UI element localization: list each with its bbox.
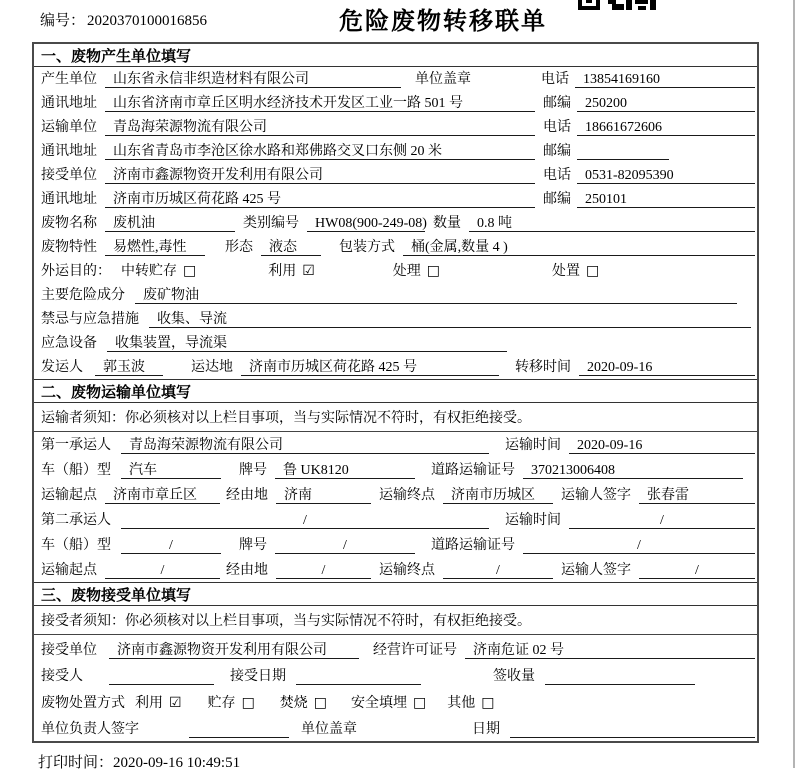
checkbox-item [135, 695, 182, 712]
form-row [34, 235, 757, 259]
field-value: / [105, 562, 220, 579]
section-producer [34, 44, 757, 379]
blank-field [577, 143, 669, 160]
transfer-form-table [32, 42, 759, 743]
checkbox-item [447, 695, 494, 712]
field-value: 青岛海荣源物流有限公司 [121, 437, 489, 454]
field-value: 郭玉波 [95, 359, 163, 376]
field-label: 包装方式 [339, 240, 395, 255]
checkbox-item [280, 695, 327, 712]
field-label: 单位负责人签字 [41, 722, 139, 737]
field-value: 易燃性,毒性 [105, 239, 205, 256]
field-value: / [121, 537, 221, 554]
field-label: 外运目的： [41, 264, 111, 279]
form-row [34, 557, 757, 582]
field-label: 牌号 [239, 538, 267, 553]
form-row [34, 211, 757, 235]
checkbox-label: 中转贮存 [121, 264, 177, 279]
field-value: 液态 [261, 239, 321, 256]
field-label: 牌号 [239, 463, 267, 478]
field-value: 济南市鑫源物资开发利用有限公司 [105, 167, 535, 184]
field-value: / [443, 562, 553, 579]
form-row [34, 163, 757, 187]
checkbox-label: 焚烧 [279, 695, 308, 711]
field-label: 接受单位 [41, 642, 97, 658]
form-row [34, 187, 757, 211]
section-header: 二、废物运输单位填写 [34, 380, 757, 403]
qr-code-fragment [578, 0, 656, 11]
checked-checkbox-icon: ☑ [169, 694, 182, 711]
serial-value: 2020370100016856 [87, 13, 208, 29]
field-value: 济南市历城区荷花路 425 号 [105, 191, 535, 208]
field-value: 0531-82095390 [577, 167, 755, 184]
page-title: 危险废物转移联单 [339, 8, 547, 35]
field-value: 废矿物油 [135, 287, 737, 304]
field-label: 电话 [543, 120, 571, 135]
field-label: 邮编 [543, 144, 571, 159]
field-label: 通讯地址 [41, 192, 97, 207]
field-label: 通讯地址 [41, 144, 97, 159]
field-value: 济南市章丘区 [105, 487, 220, 504]
field-value: / [523, 537, 755, 554]
form-row [34, 507, 757, 532]
blank-field [296, 668, 421, 685]
checkbox-label: 利用 [268, 264, 297, 279]
field-label: 车（船）型 [41, 463, 111, 478]
field-value: 济南市鑫源物资开发利用有限公司 [109, 642, 359, 659]
field-value: 收集、导流 [149, 311, 751, 328]
field-label: 运输起点 [41, 563, 97, 578]
field-label: 接受单位 [41, 168, 97, 183]
field-label: 废物特性 [41, 240, 97, 255]
field-label: 禁忌与应急措施 [41, 312, 139, 327]
field-value: 收集装置，导流渠 [107, 335, 507, 352]
field-label: 第二承运人 [41, 513, 111, 528]
print-time [38, 751, 240, 772]
field-label: 道路运输证号 [431, 463, 515, 478]
field-label: 运输单位 [41, 120, 97, 135]
static-text: 单位盖章 [301, 722, 357, 737]
field-label: 经营许可证号 [373, 642, 457, 658]
field-value: 济南市历城区荷花路 425 号 [241, 359, 499, 376]
field-label: 第一承运人 [41, 438, 111, 453]
field-label: 运输时间 [505, 438, 561, 453]
field-value: 济南市历城区 [443, 487, 553, 504]
field-label: 接受人 [41, 669, 83, 684]
field-label: 经由地 [226, 488, 268, 503]
checkbox-item [552, 263, 599, 280]
field-value: 汽车 [121, 462, 221, 479]
form-row [34, 259, 757, 283]
field-label: 废物处置方式 [41, 695, 125, 711]
checked-checkbox-icon: ☑ [302, 263, 315, 279]
print-time-value: 2020-09-16 10:49:51 [113, 755, 241, 771]
field-value: 山东省济南市章丘区明水经济技术开发区工业一路 501 号 [105, 95, 535, 112]
form-row [34, 307, 757, 331]
checkbox-label: 利用 [135, 695, 163, 711]
field-label: 运达地 [191, 360, 233, 375]
field-value: 13854169160 [575, 71, 755, 88]
unchecked-checkbox-icon: □ [413, 694, 427, 711]
checkbox-item [121, 263, 196, 280]
field-value: 桶(金属,数量 4 ) [403, 239, 755, 256]
field-value: 山东省永信非织造材料有限公司 [105, 71, 401, 88]
serial-label: 编号： [40, 13, 86, 29]
field-value: / [275, 537, 415, 554]
field-label: 电话 [543, 168, 571, 183]
field-label: 应急设备 [41, 336, 97, 351]
form-row [34, 283, 757, 307]
unchecked-checkbox-icon: □ [426, 263, 441, 279]
field-label: 发运人 [41, 360, 83, 375]
field-label: 废物名称 [41, 216, 97, 231]
field-value: 250200 [577, 95, 755, 112]
field-value: / [121, 512, 489, 529]
checkbox-item [268, 263, 315, 280]
unchecked-checkbox-icon: □ [241, 694, 255, 711]
form-rows [34, 67, 757, 379]
form-row [34, 715, 757, 742]
form-row [34, 482, 757, 507]
field-value: 鲁 UK8120 [275, 462, 415, 479]
serial-number [40, 9, 207, 30]
field-label: 运输人签字 [561, 563, 631, 578]
field-label: 签收量 [493, 669, 535, 684]
field-label: 产生单位 [41, 72, 97, 87]
form-header [0, 0, 796, 42]
form-row [34, 635, 757, 662]
field-label: 车（船）型 [41, 538, 111, 553]
field-label: 道路运输证号 [431, 538, 515, 553]
form-row [34, 432, 757, 457]
field-value: HW08(900-249-08) [307, 215, 425, 232]
form-row [34, 688, 757, 715]
field-label: 运输起点 [41, 488, 97, 503]
field-label: 邮编 [543, 192, 571, 207]
checkbox-label: 贮存 [207, 695, 236, 711]
field-label: 主要危险成分 [41, 288, 125, 303]
notice-text: 运输者须知：你必须核对以上栏目事项，当与实际情况不符时，有权拒绝接受。 [34, 403, 757, 432]
field-label: 运输终点 [379, 488, 435, 503]
blank-field [189, 721, 289, 738]
blank-field [510, 721, 755, 738]
form-row [34, 662, 757, 689]
form-row [34, 91, 757, 115]
checkbox-label: 处理 [392, 264, 421, 279]
section-receiver [34, 582, 757, 741]
checkbox-item [393, 263, 440, 280]
field-label: 经由地 [226, 563, 268, 578]
form-rows [34, 635, 757, 741]
field-value: 370213006408 [523, 462, 743, 479]
field-value: 青岛海荣源物流有限公司 [105, 119, 535, 136]
field-label: 形态 [225, 240, 253, 255]
form-row [34, 532, 757, 557]
static-text: 单位盖章 [415, 72, 471, 87]
field-label: 邮编 [543, 96, 571, 111]
checkbox-label: 安全填埋 [351, 695, 408, 711]
unchecked-checkbox-icon: □ [481, 694, 495, 711]
checkbox-label: 其他 [447, 695, 476, 711]
field-label: 电话 [541, 72, 569, 87]
section-header: 一、废物产生单位填写 [34, 44, 757, 67]
field-label: 运输人签字 [561, 488, 631, 503]
field-label: 运输时间 [505, 513, 561, 528]
form-row [34, 457, 757, 482]
field-value: 18661672606 [577, 119, 755, 136]
checkbox-item [208, 695, 255, 712]
unchecked-checkbox-icon: □ [183, 263, 197, 279]
field-value: 2020-09-16 [579, 359, 755, 376]
form-row [34, 355, 757, 379]
form-rows [34, 432, 757, 582]
unchecked-checkbox-icon: □ [586, 263, 600, 279]
blank-field [109, 668, 214, 685]
field-value: 山东省青岛市李沧区徐水路和郑佛路交叉口东侧 20 米 [105, 143, 535, 160]
unchecked-checkbox-icon: □ [313, 694, 328, 711]
field-label: 类别编号 [243, 216, 299, 231]
blank-field [545, 668, 695, 685]
field-value: 0.8 吨 [469, 215, 755, 232]
field-value: 济南危证 02 号 [465, 642, 755, 659]
section-transporter [34, 379, 757, 582]
form-row [34, 67, 757, 91]
window-edge [793, 0, 795, 768]
field-value: 2020-09-16 [569, 437, 755, 454]
field-label: 数量 [433, 216, 461, 231]
field-value: 张春雷 [639, 487, 755, 504]
field-label: 转移时间 [515, 360, 571, 375]
field-label: 通讯地址 [41, 96, 97, 111]
field-value: 废机油 [105, 215, 235, 232]
field-value: / [639, 562, 755, 579]
field-label: 日期 [472, 722, 500, 737]
notice-text: 接受者须知：你必须核对以上栏目事项，当与实际情况不符时，有权拒绝接受。 [34, 606, 757, 635]
checkbox-item [351, 695, 426, 712]
field-value: / [276, 562, 371, 579]
print-time-label: 打印时间： [38, 755, 114, 771]
field-label: 接受日期 [230, 669, 286, 684]
checkbox-label: 处置 [552, 264, 581, 279]
field-value: 济南 [276, 487, 371, 504]
field-value: / [569, 512, 755, 529]
form-row [34, 115, 757, 139]
field-value: 250101 [577, 191, 755, 208]
form-row [34, 331, 757, 355]
section-header: 三、废物接受单位填写 [34, 583, 757, 606]
form-row [34, 139, 757, 163]
field-label: 运输终点 [379, 563, 435, 578]
